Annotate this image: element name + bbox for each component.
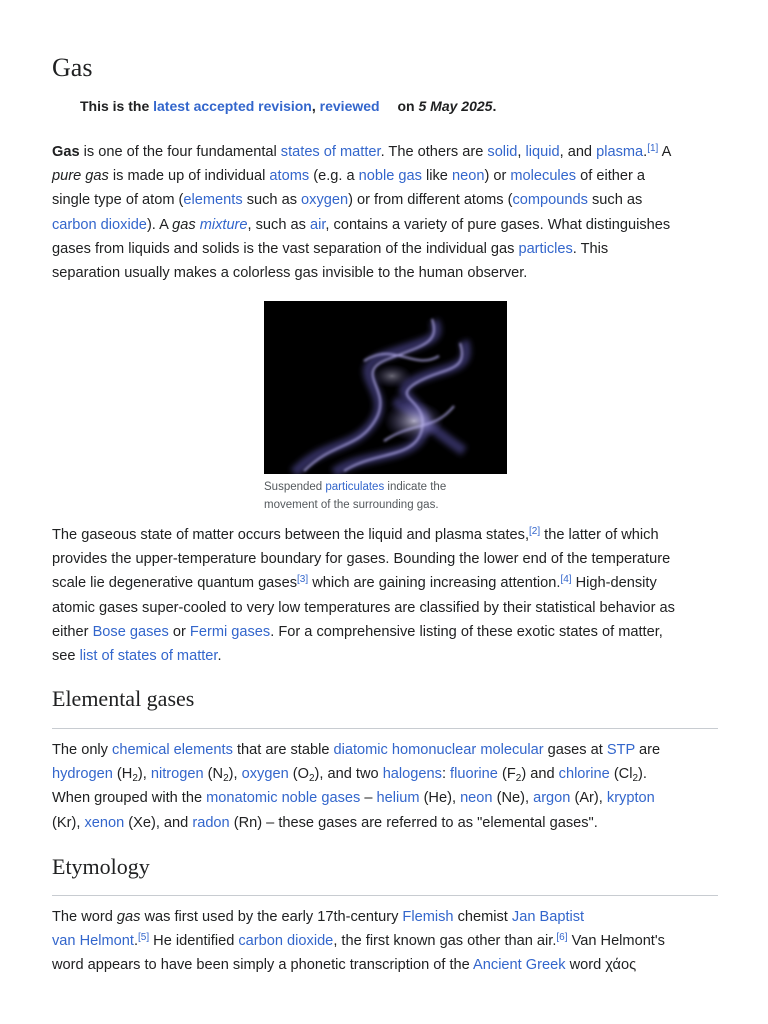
revision-on: on	[397, 98, 415, 114]
link-diatomic[interactable]: diatomic homonuclear molecular	[333, 742, 544, 758]
link-monatomic-noble-gases[interactable]: monatomic noble gases	[206, 790, 361, 807]
revision-comma: ,	[311, 98, 316, 114]
revision-end: .	[492, 98, 497, 114]
ref-5-link[interactable]: [5]	[138, 932, 150, 944]
reviewed-link[interactable]: reviewed	[319, 98, 380, 114]
link-list-of-states[interactable]: list of states of matter	[79, 647, 218, 664]
link-mixture[interactable]: mixture	[199, 216, 248, 233]
link-carbon-dioxide[interactable]: carbon dioxide	[52, 216, 147, 233]
link-atoms[interactable]: atoms	[269, 168, 310, 185]
link-fluorine[interactable]: fluorine	[450, 766, 498, 783]
latest-revision-link[interactable]: latest accepted revision	[153, 98, 312, 114]
ref-2-link[interactable]: [2]	[529, 526, 541, 537]
link-helium[interactable]: helium	[376, 790, 420, 807]
ref-3-link[interactable]: [3]	[297, 574, 309, 586]
link-oxygen[interactable]: oxygen	[301, 192, 349, 209]
ref-1-link[interactable]: [1]	[647, 143, 659, 154]
link-argon[interactable]: argon	[533, 790, 571, 807]
link-xenon[interactable]: xenon	[84, 814, 125, 831]
section-divider	[52, 728, 718, 729]
link-plasma[interactable]: plasma	[596, 144, 644, 160]
heading-etymology: Etymology	[52, 854, 150, 879]
link-elements[interactable]: elements	[183, 192, 243, 209]
page-title: Gas	[52, 53, 93, 82]
link-ancient-greek[interactable]: Ancient Greek	[473, 957, 566, 974]
link-hydrogen[interactable]: hydrogen	[52, 766, 113, 783]
link-chlorine[interactable]: chlorine	[558, 766, 610, 783]
link-halogens[interactable]: halogens	[382, 766, 442, 783]
link-fermi-gases[interactable]: Fermi gases	[189, 623, 271, 640]
link-oxygen-2[interactable]: oxygen	[241, 766, 289, 783]
link-radon[interactable]: radon	[192, 814, 230, 831]
link-neon-2[interactable]: neon	[460, 790, 493, 807]
revision-prefix: This is the	[80, 98, 150, 114]
elemental-paragraph: The only chemical elements that are stable diatomic homonuclear molecular gases at STP are hydrogen $(H_2)$, nitrogen $(N_2)$, oxygen $(O_2)$, and two halogens: fluorine $(F_2)$ and chlorine $(Cl_2)$. When grouped with the monatomic noble gases – helium (He), neon (Ne), argon (Ar), krypton (Kr), xenon (Xe), and radon (Rn) – these gases are referred to as "elemental gases".	[52, 742, 661, 831]
link-van-helmont[interactable]: van Helmont	[52, 933, 134, 950]
link-solid[interactable]: solid	[487, 144, 518, 160]
link-air[interactable]: air	[310, 216, 326, 233]
section-divider	[52, 895, 718, 896]
link-bose-gases[interactable]: Bose gases	[92, 623, 169, 640]
link-liquid[interactable]: liquid	[525, 144, 560, 160]
link-particles[interactable]: particles	[518, 240, 573, 257]
heading-elemental-gases: Elemental gases	[52, 686, 195, 711]
link-stp[interactable]: STP	[606, 742, 635, 758]
intro-paragraph: Gas is one of the four fundamental states of matter. The others are solid, liquid, and plasma.[1] A pure gas is made up of individual atoms (e.g. a noble gas like neon) or molecules of either a single type of atom (elements such as oxygen) or from different atoms (compounds such as carbon dioxide). A gas mixture, such as air, contains a variety of pure gases. What distinguishes gases from liquids and solids is the vast separation of the individual gas particles. This separation usually makes a colorless gas invisible to the human observer.	[52, 143, 672, 281]
link-flemish[interactable]: Flemish	[402, 909, 454, 925]
figure-caption: Suspended particulates indicate the movement of the surrounding gas.	[264, 481, 447, 511]
smoke-figure	[264, 301, 508, 514]
link-compounds[interactable]: compounds	[512, 192, 588, 209]
link-neon[interactable]: neon	[451, 168, 485, 185]
link-nitrogen[interactable]: nitrogen	[150, 766, 204, 783]
ref-6-link[interactable]: [6]	[556, 932, 568, 944]
link-jan-baptist[interactable]: Jan Baptist	[511, 909, 585, 925]
revision-notice	[80, 96, 496, 116]
ref-4-link[interactable]: [4]	[560, 574, 572, 586]
link-molecules[interactable]: molecules	[510, 168, 577, 185]
link-particulates[interactable]: particulates	[325, 481, 385, 493]
lead-term: Gas	[52, 144, 80, 160]
etymology-paragraph: The word gas was first used by the early 17th-century Flemish chemist Jan Baptist van Helmont.[5] He identified carbon dioxide, the first known gas other than air.[6] Van Helmont's word appears to have been simply a phonetic transcription of the Ancient Greek word χάος	[52, 909, 665, 974]
states-paragraph: The gaseous state of matter occurs between the liquid and plasma states,[2] the latter of which provides the upper-temperature boundary for gases. Bounding the lower end of the temperature scale lie degenerative quantum gases[3] which are gaining increasing attention.[4] High-density atomic gases super-cooled to very low temperatures are classified by their statistical behavior as either Bose gases or Fermi gases. For a comprehensive listing of these exotic states of matter, see list of states of matter.	[52, 526, 675, 664]
revision-date: 5 May 2025	[418, 98, 493, 114]
link-states-of-matter[interactable]: states of matter	[280, 144, 381, 160]
link-krypton[interactable]: krypton	[606, 790, 655, 807]
link-chemical-elements[interactable]: chemical elements	[112, 742, 233, 758]
smoke-image[interactable]	[264, 301, 507, 474]
link-carbon-dioxide-2[interactable]: carbon dioxide	[238, 933, 334, 950]
link-noble-gas[interactable]: noble gas	[358, 168, 422, 185]
